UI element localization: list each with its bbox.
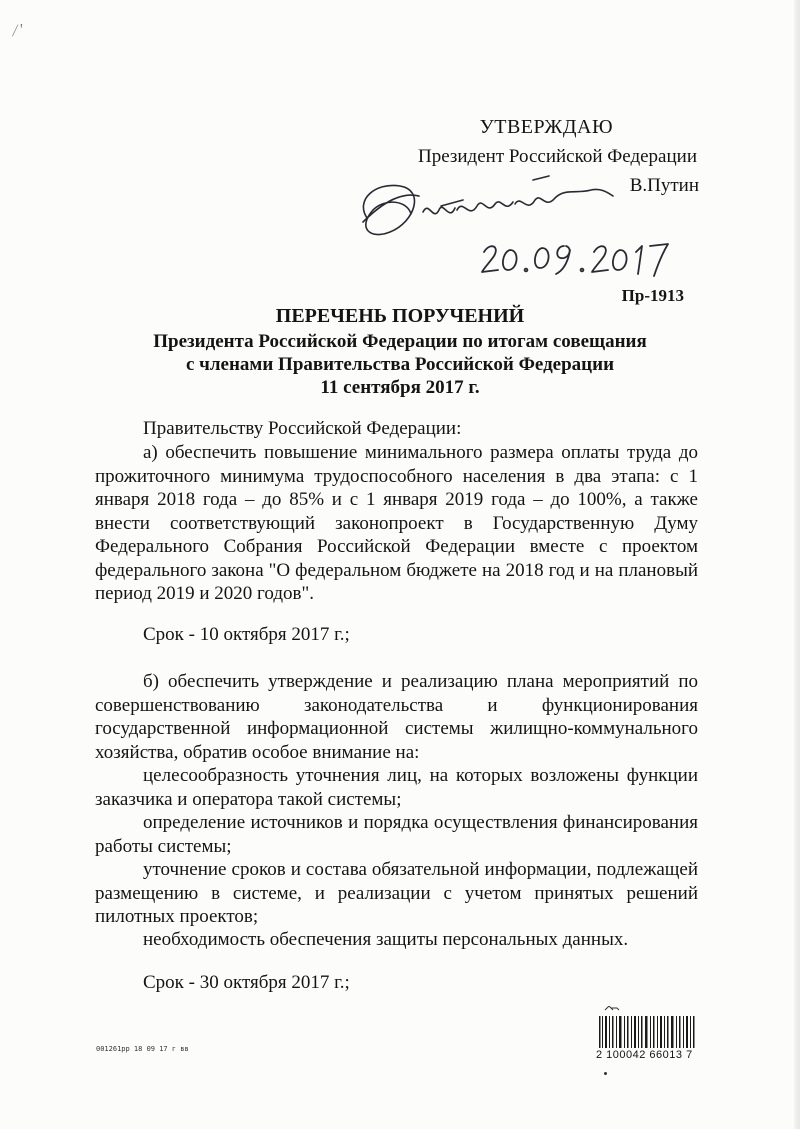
deadline-a: Срок - 10 октября 2017 г.;: [143, 624, 350, 645]
addressee: Правительству Российской Федерации:: [143, 418, 462, 439]
document-title: ПЕРЕЧЕНЬ ПОРУЧЕНИЙ: [275, 305, 525, 327]
instruction-b-point-3: уточнение сроков и состава обязательной информации, подлежащей размещению в системе, и реализации с учетом принятых решений пилотных проектов;: [95, 859, 698, 927]
document-subtitle-line-2: с членами Правительства Российской Федерации: [185, 354, 615, 375]
document-number: Пр-1913: [621, 286, 684, 305]
margin-mark: ⁄ ʹ: [12, 21, 26, 40]
instruction-b-point-1: целесообразность уточнения лиц, на которых возложены функции заказчика и оператора такой системы;: [95, 765, 698, 810]
barcode-number: 2 100042 66013 7: [596, 1049, 693, 1061]
scan-edge-shadow: [794, 0, 800, 1129]
footer-registration-code: 001261рр 18 09 17 г вв: [96, 1045, 189, 1053]
deadline-b: Срок - 30 октября 2017 г.;: [143, 972, 350, 993]
instruction-b-point-2: определение источников и порядка осуществления финансирования работы системы;: [95, 812, 698, 857]
document-subtitle-line-1: Президента Российской Федерации по итогам совещания: [153, 331, 647, 352]
scan-speck: [604, 1072, 607, 1075]
instruction-a: а) обеспечить повышение минимального размера оплаты труда до прожиточного минимума трудоспособного населения в два этапа: с 1 января 2018 года – до 85% и с 1 января 2019 года – до 100%, а также внести соответствующий законопроект в Государственную Думу Федерального Собрания Российской Федерации вместе с проектом федерального закона "О федеральном бюджете на 2018 год и на плановый период 2019 и 2020 годов".: [95, 442, 698, 604]
instruction-b-point-4: необходимость обеспечения защиты персональных данных.: [143, 929, 629, 950]
approver-position: Президент Российской Федерации: [418, 146, 697, 167]
instruction-b: б) обеспечить утверждение и реализацию плана мероприятий по совершенствованию законодательства и функционирования государственной информационной системы жилищно-коммунального хозяйства, обратив особое внимание на:: [95, 671, 698, 763]
meeting-date: 11 сентября 2017 г.: [320, 377, 480, 398]
signature-date-handwritten: [478, 232, 678, 282]
approval-heading: УТВЕРЖДАЮ: [479, 116, 613, 138]
approver-name: В.Путин: [629, 175, 699, 196]
